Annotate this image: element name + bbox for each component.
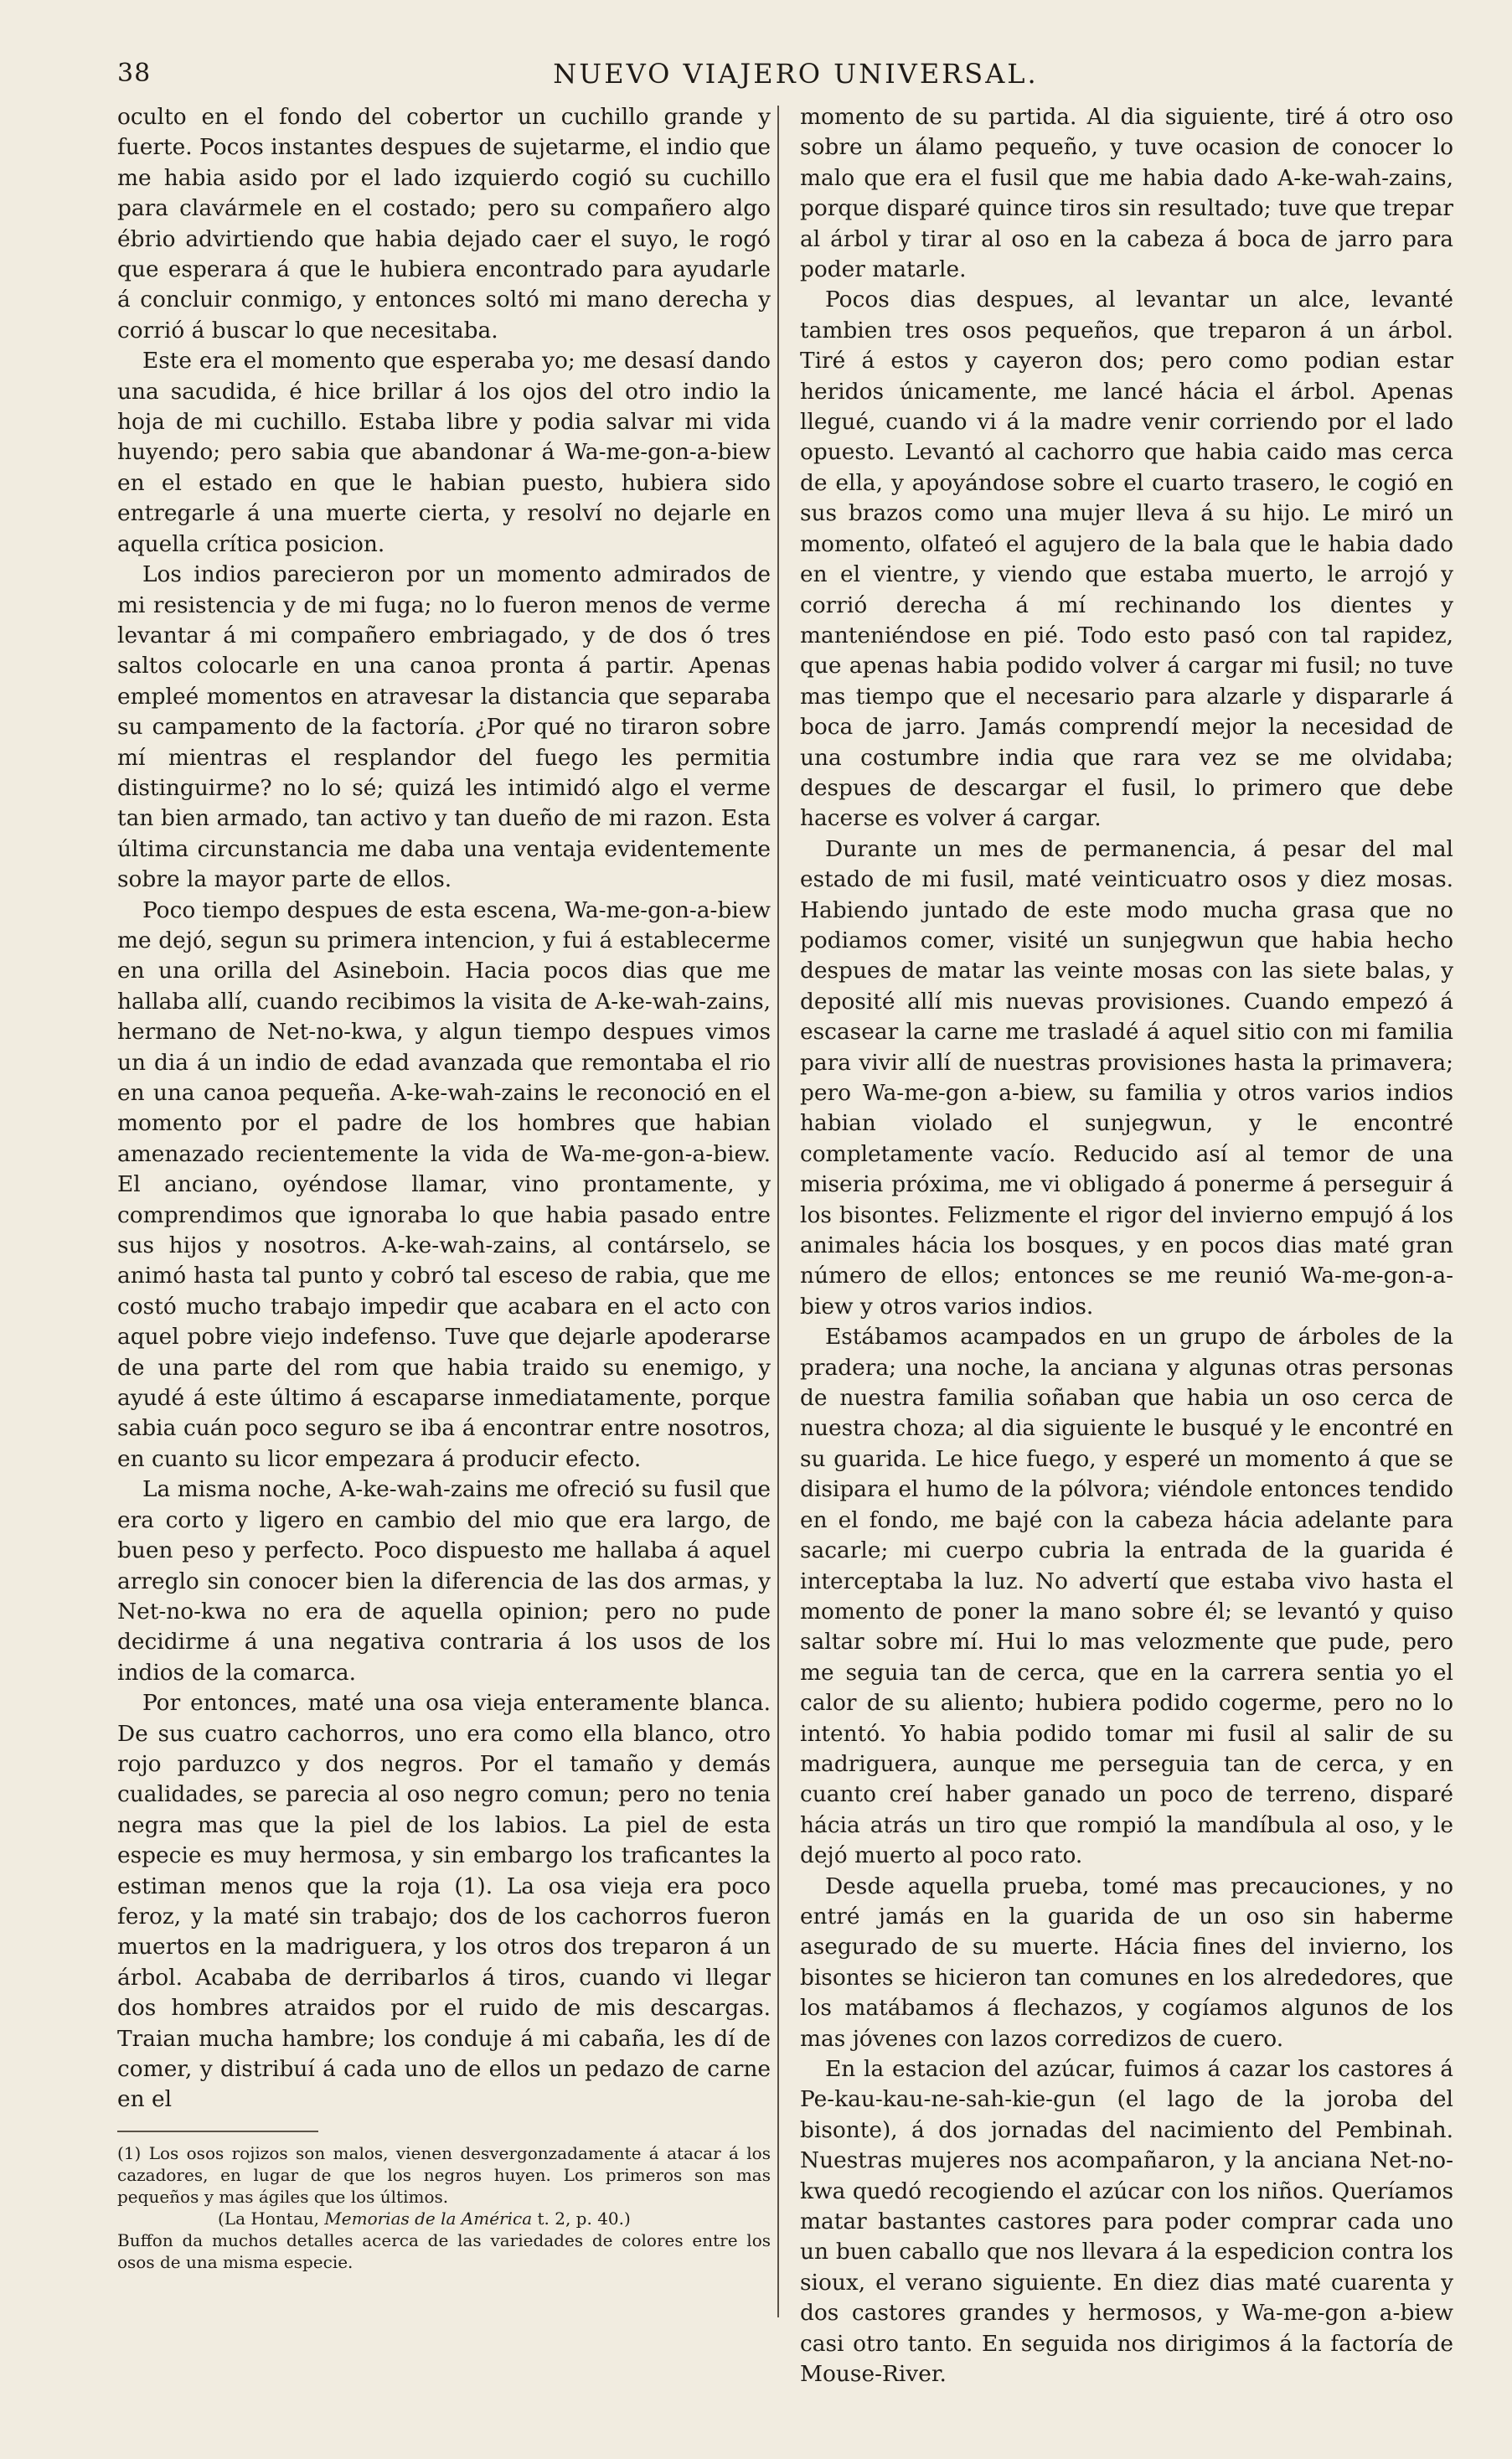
paragraph: Estábamos acampados en un grupo de árboles de la pradera; una noche, la anciana y algunas otras personas de nuestra familia soñaban que habia un oso cerca de nuestra choza; al dia siguiente le busqué y le encontré en su guarida. Le hice fuego, y esperé un momento á que se disipara el humo de la pólvora; viéndole entonces tendido en el fondo, me bajé con la cabeza hácia adelante para sacarle; mi cuerpo cubria la entrada de la guarida é interceptaba la luz. No advertí que estaba vivo hasta el momento de poner la mano sobre él; se levantó y quiso saltar sobre mí. Hui lo mas velozmente que pude, pero me seguia tan de cerca, que en la carrera sentia yo el calor de su aliento; hubiera podido cogerme, pero no lo intentó. Yo habia podido tomar mi fusil al salir de su madriguera, aunque me perseguia tan de cerca, y en cuanto creí haber ganado un poco de terreno, disparé hácia atrás un tiro que rompió la mandíbula al oso, y le dejó muerto al poco rato. xyxy=(800,1324,1453,1869)
paragraph: La misma noche, A-ke-wah-zains me ofreció su fusil que era corto y ligero en cambio del mio que era largo, de buen peso y perfecto. Poco dispuesto me hallaba á aquel arreglo sin conocer bien la diferencia de las dos armas, y Net-no-kwa no era de aquella opinion; pero no pude decidirme á una negativa contraria á los usos de los indios de la comarca. xyxy=(117,1476,771,1686)
paragraph: Pocos dias despues, al levantar un alce, levanté tambien tres osos pequeños, que treparon á un árbol. Tiré á estos y cayeron dos; pero como podian estar heridos únicamente, me lancé hácia el árbol. Apenas llegué, cuando vi á la madre venir corriendo por el lado opuesto. Levantó al cachorro que habia caido mas cerca de ella, y apoyándose sobre el cuarto trasero, le cogió en sus brazos como una mujer lleva á su hijo. Le miró un momento, olfateó el agujero de la bala que le habia dado en el vientre, y viendo que estaba muerto, le arrojó y corrió derecha á mí rechinando los dientes y manteniéndose en pié. Todo esto pasó con tal rapidez, que apenas habia podido volver á cargar mi fusil; no tuve mas tiempo que el necesario para alzarle y dispararle á boca de jarro. Jamás comprendí mejor la necesidad de una costumbre india que rara vez se me olvidaba; despues de descargar el fusil, lo primero que debe hacerse es volver á cargar. xyxy=(800,287,1453,832)
paragraph: Poco tiempo despues de esta escena, Wa-me-gon-a-biew me dejó, segun su primera intencion, y fui á establecerme en una orilla del Asineboin. Hacia pocos dias que me hallaba allí, cuando recibimos la visita de A-ke-wah-zains, hermano de Net-no-kwa, y algun tiempo despues vimos un dia á un indio de edad avanzada que remontaba el rio en una canoa pequeña. A-ke-wah-zains le reconoció en el momento por el padre de los hombres que habian amenazado recientemente la vida de Wa-me-gon-a-biew. El anciano, oyéndose llamar, vino prontamente, y comprendimos que ignoraba lo que habia pasado entre sus hijos y nosotros. A-ke-wah-zains, al contárselo, se animó hasta tal punto y cobró tal esceso de rabia, que me costó mucho trabajo impedir que acabara en el acto con aquel pobre viejo indefenso. Tuve que dejarle apoderarse de una parte del rom que habia traido su enemigo, y ayudé á este último á escaparse inmediatamente, porque sabia cuán poco seguro se iba á encontrar entre nosotros, en cuanto su licor empezara á producir efecto. xyxy=(117,896,771,1472)
citation-title: Memorias de la América xyxy=(324,2208,533,2229)
paragraph: Durante un mes de permanencia, á pesar del mal estado de mi fusil, maté veinticuatro osos y diez mosas. Habiendo juntado de este modo mucha grasa que no podiamos comer, visité un sunjegwun que habia hecho despues de matar las veinte mosas con las siete balas, y deposité allí mis nuevas provisiones. Cuando empezó á escasear la carne me trasladé á aquel sitio con mi familia para vivir allí de nuestras provisiones hasta la primavera; pero Wa-me-gon a-biew, su familia y otros varios indios habian violado el sunjegwun, y le encontré completamente vacío. Reducido así al temor de una miseria próxima, me vi obligado á ponerme á perseguir á los bisontes. Felizmente el rigor del invierno empujó á los animales hácia los bosques, y en pocos dias maté gran número de ellos; entonces se me reunió Wa-me-gon-a-biew y otros varios indios. xyxy=(800,835,1453,1320)
paragraph: oculto en el fondo del cobertor un cuchillo grande y fuerte. Pocos instantes despues de sujetarme, el indio que me habia asido por el lado izquierdo cogió su cuchillo para clavármele en el costado; pero su compañero algo ébrio advirtiendo que habia dejado caer el suyo, le rogó que esperara á que le hubiera encontrado para ayudarle á concluir conmigo, y entonces soltó mi mano derecha y corrió á buscar lo que necesitaba. xyxy=(117,104,771,344)
right-column xyxy=(800,102,1453,2423)
footnote-citation xyxy=(117,2208,771,2229)
citation-prefix: (La Hontau, xyxy=(218,2208,325,2229)
running-title: NUEVO VIAJERO UNIVERSAL. xyxy=(553,58,1039,90)
citation-suffix: t. 2, p. 40.) xyxy=(532,2208,631,2229)
footnote-buffon: Buffon da muchos detalles acerca de las variedades de colores entre los osos de una misma especie. xyxy=(117,2229,771,2272)
footnote-divider xyxy=(117,2131,318,2132)
paragraph: Los indios parecieron por un momento admirados de mi resistencia y de mi fuga; no lo fueron menos de verme levantar á mi compañero embriagado, y de dos ó tres saltos colocarle en una canoa pronta á partir. Apenas empleé momentos en atravesar la distancia que separaba su campamento de la factoría. ¿Por qué no tiraron sobre mí mientras el resplandor del fuego les permitia distinguirme? no lo sé; quizá les intimidó algo el verme tan bien armado, tan activo y tan dueño de mi razon. Esta última circunstancia me daba una ventaja evidentemente sobre la mayor parte de ellos. xyxy=(117,561,771,893)
footnote-text: (1) Los osos rojizos son malos, vienen desvergonzadamente á atacar á los cazadores, en lugar de que los negros huyen. Los primeros son mas pequeños y mas ágiles que los últimos. xyxy=(117,2142,771,2207)
page-header xyxy=(117,55,1474,92)
footnotes xyxy=(117,2142,771,2273)
paragraph: momento de su partida. Al dia siguiente, tiré á otro oso sobre un álamo pequeño, y tuve ocasion de conocer lo malo que era el fusil que me habia dado A-ke-wah-zains, porque disparé quince tiros sin resultado; tuve que trepar al árbol y tirar al oso en la cabeza á boca de jarro para poder matarle. xyxy=(800,104,1453,283)
paragraph: Desde aquella prueba, tomé mas precauciones, y no entré jamás en la guarida de un oso sin haberme asegurado de su muerte. Hácia fines del invierno, los bisontes se hicieron tan comunes en los alrededores, que los matábamos á flechazos, y cogíamos algunos de los mas jóvenes con lazos corredizos de cuero. xyxy=(800,1873,1453,2052)
left-column xyxy=(117,102,771,2423)
paragraph: Este era el momento que esperaba yo; me desasí dando una sacudida, é hice brillar á los ojos del otro indio la hoja de mi cuchillo. Estaba libre y podia salvar mi vida huyendo; pero sabia que abandonar á Wa-me-gon-a-biew en el estado en que le habian puesto, hubiera sido entregarle á una muerte cierta, y resolví no dejarle en aquella crítica posicion. xyxy=(117,348,771,557)
column-divider xyxy=(777,106,779,2317)
paragraph: Por entonces, maté una osa vieja enteramente blanca. De sus cuatro cachorros, uno era como ella blanco, otro rojo parduzco y dos negros. Por el tamaño y demás cualidades, se parecia al oso negro comun; pero no tenia negra mas que la piel de los labios. La piel de esta especie es muy hermosa, y sin embargo los traficantes la estiman menos que la roja (1). La osa vieja era poco feroz, y la maté sin trabajo; dos de los cachorros fueron muertos en la madriguera, y los otros dos treparon á un árbol. Acababa de derribarlos á tiros, cuando vi llegar dos hombres atraidos por el ruido de mis descargas. Traian mucha hambre; los conduje á mi cabaña, les dí de comer, y distribuí á cada uno de ellos un pedazo de carne en el xyxy=(117,1690,771,2113)
paragraph: En la estacion del azúcar, fuimos á cazar los castores á Pe-kau-kau-ne-sah-kie-gun (el lago de la joroba del bisonte), á dos jornadas del nacimiento del Pembinah. Nuestras mujeres nos acompañaron, y la anciana Net-no-kwa quedó recogiendo el azúcar con los niños. Queríamos matar bastantes castores para poder comprar cada uno un buen caballo que nos llevara á la espedicion contra los sioux, el verano siguiente. En diez dias maté cuarenta y dos castores grandes y hermosos, y Wa-me-gon a-biew casi otro tanto. En seguida nos dirigimos á la factoría de Mouse-River. xyxy=(800,2056,1453,2388)
page-number: 38 xyxy=(117,59,152,88)
